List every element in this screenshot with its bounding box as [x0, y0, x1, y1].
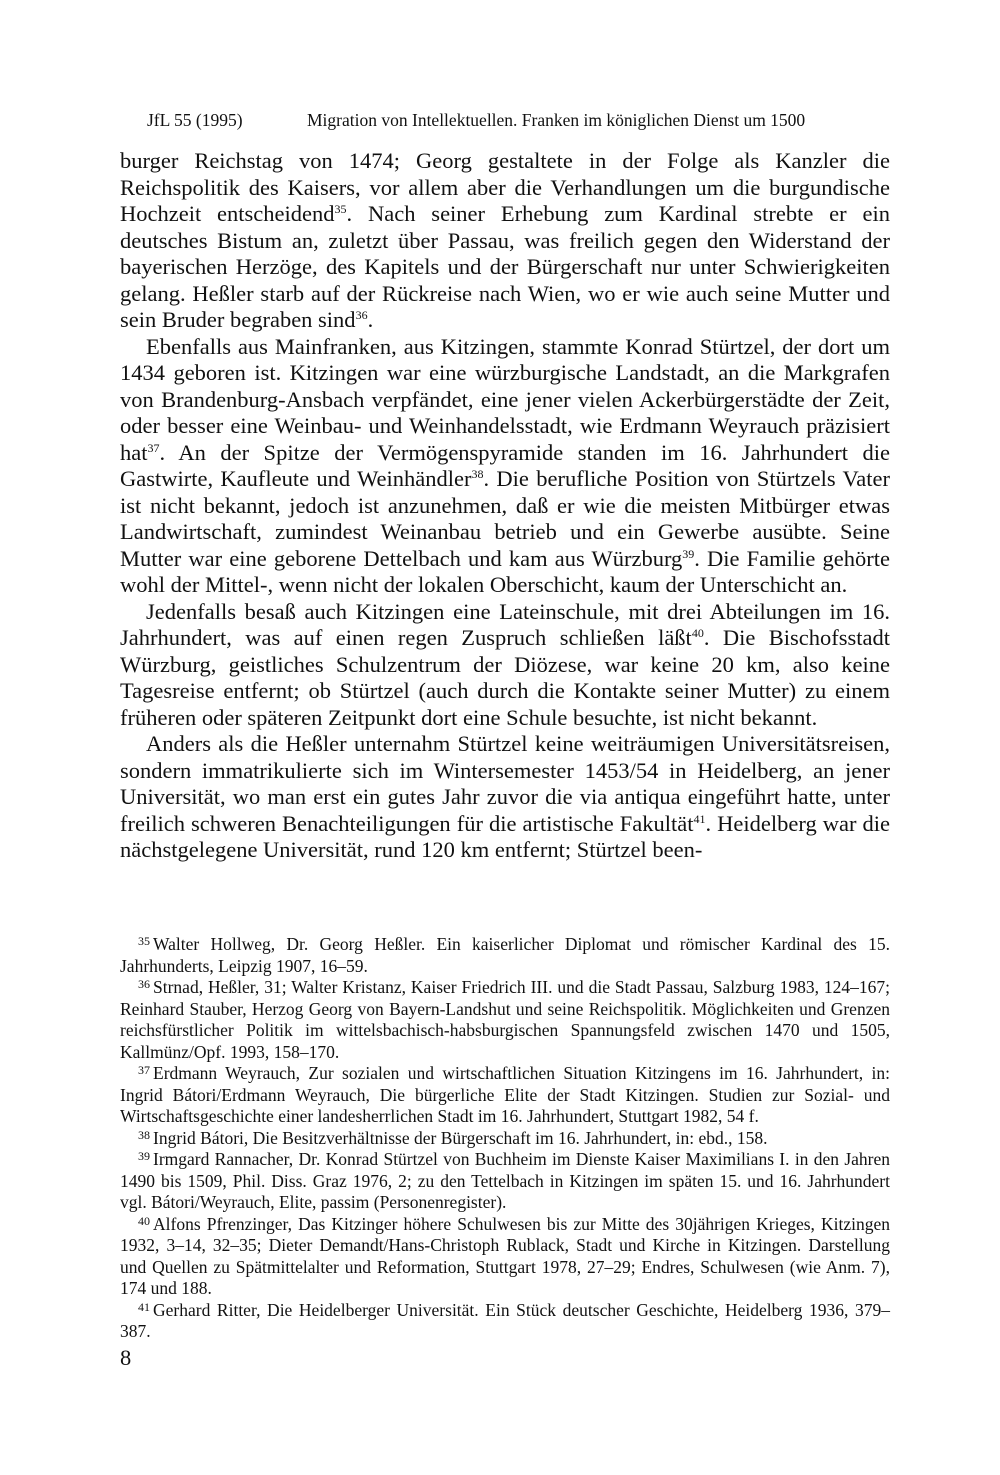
- text-run: .: [367, 307, 374, 332]
- footnote-text: Alfons Pfrenzinger, Das Kitzinger höhere Schulwesen bis zur Mitte des 30jährigen Krieges, Kitzingen 1932, 3–14, 32–35; Dieter Demandt/Hans-Christoph Rublack, Stadt und Kirche in Kitzingen. Darstellung und Quellen zu Spätmittelalter und Reformation, Stuttgart 1978, 27–29; Endres, Schulwesen (wie Anm. 7), 174 und 188.: [120, 1213, 890, 1298]
- text-run: . Heidelberg war die nächstgelegene Universität, rund 120 km entfernt; Stürtzel been-: [120, 810, 890, 862]
- footnote-ref[interactable]: 41: [693, 811, 706, 826]
- footnote-text: Erdmann Weyrauch, Zur sozialen und wirtschaftlichen Situation Kitzingens im 16. Jahrhundert, in: Ingrid Bátori/Erdmann Weyrauch, Die bürgerliche Elite der Stadt Kitzingen. Studien zur Sozial- und Wirtschaftsgeschichte einer landesherrlichen Stadt im 16. Jahrhundert, Stuttgart 1982, 54 f.: [120, 1063, 890, 1126]
- footnotes: [120, 934, 890, 1343]
- footnote-number: 41: [138, 1299, 150, 1314]
- text-run: . Die Bischofsstadt Würzburg, geistliches Schulzentrum der Diözese, war keine 20 km, also keine Tagesreise entfernt; ob Stürtzel (auch durch die Kontakte seiner Mutter) zu einem früheren oder späteren Zeitpunkt dort eine Schule besuchte, ist nicht bekannt.: [120, 625, 890, 730]
- text-run: . Die berufliche Position von Stürtzels Vater ist nicht bekannt, jedoch ist anzunehmen, daß er wie die meisten Mitbürger etwas Landwirtschaft, zumindest Weinanbau betrieb und ein Gewerbe ausübte. Seine Mutter war eine geborene Dettelbach und kam aus Würzburg: [120, 466, 890, 571]
- text-run: burger Reichstag von 1474; Georg gestaltete in der Folge als Kanzler die Reichspolitik des Kaisers, vor allem aber die Verhandlungen um die burgundische Hochzeit entscheidend: [120, 148, 890, 226]
- footnote: [120, 1214, 890, 1300]
- footnote-text: Strnad, Heßler, 31; Walter Kristanz, Kaiser Friedrich III. und die Stadt Passau, Salzburg 1983, 124–167; Reinhard Stauber, Herzog Georg von Bayern-Landshut und seine Reichspolitik. Möglichkeiten und Grenzen reichsfürstlicher Politik im wittelsbachisch-habsburgischen Spannungsfeld zwischen 1470 und 1505, Kallmünz/Opf. 1993, 158–170.: [120, 977, 890, 1062]
- text-run: . An der Spitze der Vermögenspyramide standen im 16. Jahrhundert die Gastwirte, Kaufleute und Weinhändler: [120, 439, 890, 491]
- text-run: Jedenfalls besaß auch Kitzingen eine Lateinschule, mit drei Abteilungen im 16. Jahrhundert, was auf einen regen Zuspruch schließen läßt: [120, 598, 890, 650]
- text-run: . Nach seiner Erhebung zum Kardinal strebte er ein deutsches Bistum an, zuletzt über Passau, was freilich gegen den Widerstand der bayerischen Herzöge, des Kapitels und der Bürgerschaft nur unter Schwierigkeiten gelang. Heßler starb auf der Rückreise nach Wien, wo er wie auch seine Mutter und sein Bruder begraben sind: [120, 201, 890, 332]
- body-text: [120, 148, 890, 864]
- footnote: [120, 1128, 890, 1150]
- footnote-number: 35: [138, 934, 150, 948]
- footnote-number: 39: [138, 1149, 150, 1163]
- footnote-number: 36: [138, 977, 150, 991]
- footnote-ref[interactable]: 39: [682, 546, 695, 561]
- footnote: [120, 1063, 890, 1128]
- page-number: 8: [120, 1345, 132, 1370]
- footnote-ref[interactable]: 37: [147, 440, 160, 455]
- footnote-number: 37: [138, 1063, 150, 1077]
- text-run: Anders als die Heßler unternahm Stürtzel keine weiträumigen Universitätsreisen, sondern immatrikulierte sich im Wintersemester 1453/54 in Heidelberg, an jener Universität, wo man erst ein gutes Jahr zuvor die via antiqua eingeführt hatte, unter freilich schweren Benachteiligungen für die artistische Fakultät: [120, 731, 890, 836]
- footnote: [120, 1300, 890, 1343]
- paragraph-3: [120, 599, 890, 732]
- footnote-text: Gerhard Ritter, Die Heidelberger Universität. Ein Stück deutscher Geschichte, Heidelberg 1936, 379–387.: [120, 1299, 890, 1341]
- footnote-text: Walter Hollweg, Dr. Georg Heßler. Ein kaiserlicher Diplomat und römischer Kardinal des 15. Jahrhunderts, Leipzig 1907, 16–59.: [120, 934, 890, 976]
- text-run: . Die Familie gehörte wohl der Mittel-, wenn nicht der lokalen Oberschicht, kaum der Unterschicht an.: [120, 545, 890, 597]
- paragraph-1: [120, 148, 890, 334]
- footnote-number: 38: [138, 1127, 150, 1142]
- footnote-number: 40: [138, 1213, 150, 1228]
- paragraph-4: [120, 731, 890, 864]
- footnote-text: Irmgard Rannacher, Dr. Konrad Stürtzel von Buchheim im Dienste Kaiser Maximilians I. in den Jahren 1490 bis 1509, Phil. Diss. Graz 1976, 2; zu den Tettelbach in Kitzingen im späten 15. und 16. Jahrhundert vgl. Bátori/Weyrauch, Elite, passim (Personenregister).: [120, 1149, 890, 1212]
- footnote: [120, 977, 890, 1063]
- paragraph-2: [120, 334, 890, 599]
- text-run: Ebenfalls aus Mainfranken, aus Kitzingen, stammte Konrad Stürtzel, der dort um 1434 geboren ist. Kitzingen war eine würzburgische Landstadt, an die Markgrafen von Brandenburg-Ansbach verpfändet, eine jener vielen Ackerbürgerstädte der Zeit, oder besser eine Weinbau- und Weinhandelsstadt, wie Erdmann Weyrauch präzisiert hat: [120, 333, 890, 465]
- footnote-ref[interactable]: 36: [355, 308, 368, 322]
- footnote-ref[interactable]: 38: [471, 467, 484, 481]
- footnote: [120, 1149, 890, 1214]
- running-title: Migration von Intellektuellen. Franken im königlichen Dienst um 1500: [307, 110, 806, 130]
- journal-citation: JfL 55 (1995): [147, 110, 243, 130]
- footnote: [120, 934, 890, 977]
- footnote-ref[interactable]: 40: [691, 626, 704, 640]
- footnote-ref[interactable]: 35: [334, 202, 347, 216]
- running-header: [147, 108, 887, 132]
- footnote-text: Ingrid Bátori, Die Besitzverhältnisse der Bürgerschaft im 16. Jahrhundert, in: ebd., 158.: [153, 1127, 768, 1148]
